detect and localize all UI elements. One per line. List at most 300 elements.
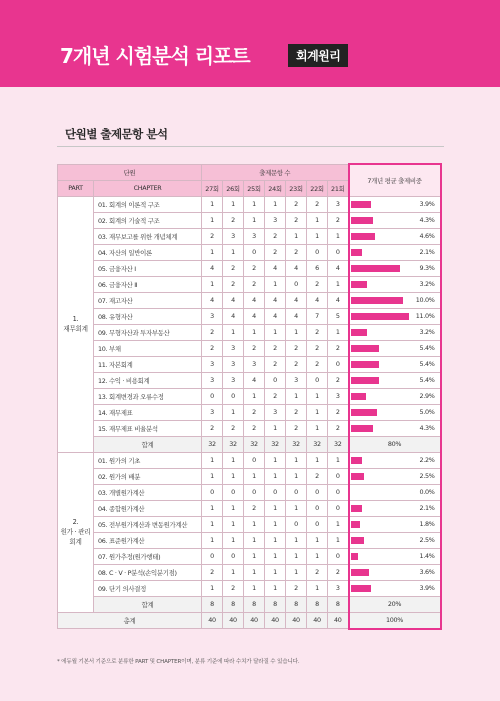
count-cell: 0 [286, 276, 307, 292]
count-cell: 0 [307, 484, 328, 500]
count-cell: 2 [244, 276, 265, 292]
count-cell: 1 [202, 196, 223, 212]
count-cell: 3 [223, 228, 244, 244]
count-cell: 2 [265, 340, 286, 356]
count-cell: 2 [328, 372, 349, 388]
count-cell: 1 [328, 324, 349, 340]
chapter-cell: 03. 개별원가계산 [94, 484, 202, 500]
count-cell: 3 [223, 356, 244, 372]
share-bar [351, 537, 364, 544]
table-row [58, 468, 441, 484]
count-cell: 1 [307, 388, 328, 404]
count-cell: 4 [265, 260, 286, 276]
subtotal-percent: 20% [349, 596, 441, 612]
count-cell: 2 [286, 196, 307, 212]
total-count: 40 [328, 612, 349, 629]
count-cell: 1 [202, 532, 223, 548]
subtotal-label: 합계 [94, 596, 202, 612]
share-bar [351, 505, 362, 512]
subtotal-percent: 80% [349, 436, 441, 452]
chapter-analysis-table [57, 163, 442, 630]
count-cell: 0 [202, 548, 223, 564]
share-percent: 3.2% [419, 327, 435, 336]
table-row [58, 420, 441, 436]
table-row [58, 404, 441, 420]
share-percent: 2.5% [419, 535, 435, 544]
part-header: PART [58, 180, 94, 196]
table-row [58, 324, 441, 340]
count-cell: 2 [244, 340, 265, 356]
table-row [58, 500, 441, 516]
count-cell: 4 [286, 292, 307, 308]
count-cell: 1 [202, 452, 223, 468]
total-count: 40 [286, 612, 307, 629]
count-cell: 2 [244, 500, 265, 516]
count-cell: 3 [202, 404, 223, 420]
share-bar [351, 361, 379, 368]
count-cell: 2 [328, 564, 349, 580]
round-header: 23회 [286, 180, 307, 196]
share-bar [351, 585, 372, 592]
chapter-cell: 01. 원가의 기초 [94, 452, 202, 468]
average-header: 7개년 평균 출제비중 [349, 164, 441, 196]
total-label: 총계 [58, 612, 202, 629]
table-row [58, 372, 441, 388]
count-cell: 3 [265, 404, 286, 420]
count-cell: 3 [244, 356, 265, 372]
count-cell: 2 [286, 404, 307, 420]
count-cell: 0 [244, 452, 265, 468]
count-cell: 1 [223, 468, 244, 484]
count-cell: 0 [307, 500, 328, 516]
subtotal-count: 8 [244, 596, 265, 612]
count-cell: 2 [286, 244, 307, 260]
count-cell: 1 [265, 500, 286, 516]
share-bar [351, 521, 360, 528]
count-cell: 2 [244, 420, 265, 436]
share-percent: 3.6% [419, 567, 435, 576]
table-row [58, 564, 441, 580]
count-cell: 2 [307, 324, 328, 340]
table-row [58, 276, 441, 292]
count-cell: 1 [244, 516, 265, 532]
average-cell [349, 212, 441, 228]
count-cell: 3 [202, 356, 223, 372]
average-cell [349, 516, 441, 532]
count-cell: 1 [307, 580, 328, 596]
chapter-cell: 13. 회계변경과 오류수정 [94, 388, 202, 404]
count-cell: 4 [307, 292, 328, 308]
count-cell: 4 [286, 308, 307, 324]
share-percent: 4.6% [419, 231, 435, 240]
chapter-cell: 07. 재고자산 [94, 292, 202, 308]
count-cell: 2 [223, 212, 244, 228]
average-cell [349, 260, 441, 276]
footnote: * 에듀윌 기본서 기준으로 분류한 PART 및 CHAPTER이며, 분류 기준에 따라 수치가 달라질 수 있습니다. [57, 659, 300, 665]
share-percent: 4.3% [419, 423, 435, 432]
subtotal-count: 8 [328, 596, 349, 612]
count-cell: 2 [265, 228, 286, 244]
count-cell: 1 [223, 452, 244, 468]
subtotal-count: 8 [286, 596, 307, 612]
count-cell: 1 [265, 564, 286, 580]
average-cell [349, 388, 441, 404]
total-percent: 100% [349, 612, 441, 629]
count-cell: 0 [328, 548, 349, 564]
count-cell: 1 [265, 276, 286, 292]
table-row [58, 292, 441, 308]
count-cell: 1 [244, 196, 265, 212]
part-cell: 2. 원가 · 관리 회계 [58, 452, 94, 612]
count-cell: 4 [202, 292, 223, 308]
count-cell: 1 [328, 228, 349, 244]
count-cell: 1 [328, 452, 349, 468]
share-percent: 2.2% [419, 455, 435, 464]
count-cell: 1 [223, 516, 244, 532]
count-cell: 4 [328, 292, 349, 308]
share-bar [351, 329, 368, 336]
count-cell: 3 [244, 228, 265, 244]
total-count: 40 [244, 612, 265, 629]
count-cell: 0 [307, 516, 328, 532]
average-cell [349, 484, 441, 500]
count-cell: 1 [244, 532, 265, 548]
count-cell: 1 [265, 532, 286, 548]
count-cell: 3 [223, 372, 244, 388]
count-cell: 1 [244, 580, 265, 596]
count-cell: 2 [202, 420, 223, 436]
average-cell [349, 244, 441, 260]
count-cell: 3 [202, 308, 223, 324]
count-cell: 1 [286, 324, 307, 340]
average-cell [349, 292, 441, 308]
count-cell: 1 [265, 452, 286, 468]
table-row [58, 452, 441, 468]
count-cell: 2 [223, 260, 244, 276]
share-percent: 11.0% [415, 311, 435, 320]
count-cell: 1 [286, 468, 307, 484]
count-cell: 1 [286, 388, 307, 404]
chapter-cell: 09. 단기 의사결정 [94, 580, 202, 596]
chapter-cell: 15. 재무제표 비율분석 [94, 420, 202, 436]
count-cell: 1 [202, 212, 223, 228]
count-cell: 0 [328, 356, 349, 372]
count-cell: 1 [202, 276, 223, 292]
subtotal-count: 8 [223, 596, 244, 612]
count-cell: 0 [307, 244, 328, 260]
count-cell: 1 [202, 516, 223, 532]
share-percent: 3.2% [419, 279, 435, 288]
average-cell [349, 308, 441, 324]
average-cell [349, 404, 441, 420]
table-row [58, 580, 441, 596]
count-cell: 1 [265, 196, 286, 212]
table-row [58, 244, 441, 260]
share-bar [351, 345, 379, 352]
count-cell: 5 [328, 308, 349, 324]
count-cell: 1 [244, 388, 265, 404]
average-cell [349, 420, 441, 436]
count-cell: 2 [286, 356, 307, 372]
count-cell: 1 [202, 500, 223, 516]
subtotal-count: 32 [265, 436, 286, 452]
report-title: 7개년 시험분석 리포트 [60, 44, 250, 68]
count-cell: 1 [265, 516, 286, 532]
subtotal-count: 32 [244, 436, 265, 452]
chapter-cell: 07. 원가추정(원가행태) [94, 548, 202, 564]
count-cell: 1 [244, 324, 265, 340]
share-bar [351, 425, 374, 432]
count-cell: 2 [202, 564, 223, 580]
chapter-cell: 06. 표준원가계산 [94, 532, 202, 548]
share-bar [351, 473, 364, 480]
count-cell: 4 [244, 308, 265, 324]
chapter-cell: 10. 부채 [94, 340, 202, 356]
chapter-cell: 05. 전부원가계산과 변동원가계산 [94, 516, 202, 532]
chapter-cell: 01. 회계의 이론적 구조 [94, 196, 202, 212]
share-percent: 1.8% [419, 519, 435, 528]
subtotal-row [58, 436, 441, 452]
chapter-cell: 04. 종합원가계산 [94, 500, 202, 516]
count-cell: 0 [265, 484, 286, 500]
count-cell: 2 [328, 212, 349, 228]
share-percent: 3.9% [419, 583, 435, 592]
count-cell: 2 [307, 340, 328, 356]
table-row [58, 340, 441, 356]
count-cell: 3 [328, 196, 349, 212]
count-cell: 1 [202, 468, 223, 484]
table-row [58, 212, 441, 228]
round-header: 22회 [307, 180, 328, 196]
count-header: 출제문항 수 [202, 164, 349, 180]
count-cell: 2 [307, 276, 328, 292]
count-cell: 4 [328, 260, 349, 276]
chapter-cell: 02. 회계의 기술적 구조 [94, 212, 202, 228]
share-percent: 5.4% [419, 343, 435, 352]
count-cell: 1 [265, 324, 286, 340]
count-cell: 0 [265, 372, 286, 388]
count-cell: 1 [307, 532, 328, 548]
share-percent: 3.9% [419, 199, 435, 208]
average-cell [349, 452, 441, 468]
subtotal-count: 8 [202, 596, 223, 612]
count-cell: 3 [202, 372, 223, 388]
subtotal-count: 32 [223, 436, 244, 452]
count-cell: 3 [265, 212, 286, 228]
total-count: 40 [202, 612, 223, 629]
count-cell: 1 [244, 548, 265, 564]
round-header: 21회 [328, 180, 349, 196]
share-bar [351, 457, 363, 464]
count-cell: 1 [223, 196, 244, 212]
count-cell: 1 [328, 532, 349, 548]
count-cell: 0 [328, 244, 349, 260]
share-percent: 2.9% [419, 391, 435, 400]
share-bar [351, 233, 375, 240]
average-cell [349, 468, 441, 484]
count-cell: 1 [286, 548, 307, 564]
count-cell: 0 [244, 244, 265, 260]
count-cell: 4 [265, 308, 286, 324]
table-row [58, 388, 441, 404]
count-cell: 1 [202, 244, 223, 260]
count-cell: 0 [202, 484, 223, 500]
subtotal-label: 합계 [94, 436, 202, 452]
count-cell: 2 [265, 244, 286, 260]
count-cell: 1 [286, 228, 307, 244]
share-percent: 5.4% [419, 359, 435, 368]
chapter-header: CHAPTER [94, 180, 202, 196]
count-cell: 1 [328, 276, 349, 292]
section-heading [57, 122, 444, 147]
count-cell: 1 [286, 500, 307, 516]
count-cell: 6 [307, 260, 328, 276]
round-header: 25회 [244, 180, 265, 196]
count-cell: 2 [328, 340, 349, 356]
count-cell: 1 [223, 532, 244, 548]
count-cell: 1 [307, 404, 328, 420]
average-cell [349, 340, 441, 356]
count-cell: 2 [286, 212, 307, 228]
count-cell: 2 [307, 564, 328, 580]
count-cell: 0 [286, 516, 307, 532]
share-percent: 5.0% [419, 407, 435, 416]
count-cell: 1 [265, 420, 286, 436]
table-row [58, 484, 441, 500]
chapter-cell: 12. 수익 · 비용회계 [94, 372, 202, 388]
count-cell: 1 [307, 420, 328, 436]
table-row [58, 516, 441, 532]
count-cell: 2 [307, 196, 328, 212]
count-cell: 1 [244, 468, 265, 484]
count-cell: 1 [286, 532, 307, 548]
subtotal-count: 32 [286, 436, 307, 452]
report-header [0, 0, 500, 87]
table-row [58, 260, 441, 276]
count-cell: 1 [223, 564, 244, 580]
subtotal-count: 32 [202, 436, 223, 452]
share-percent: 1.4% [419, 551, 435, 560]
count-cell: 3 [286, 372, 307, 388]
count-cell: 1 [265, 468, 286, 484]
chapter-cell: 02. 원가의 배분 [94, 468, 202, 484]
subtotal-count: 32 [307, 436, 328, 452]
count-cell: 2 [223, 420, 244, 436]
round-header: 26회 [223, 180, 244, 196]
count-cell: 1 [307, 212, 328, 228]
count-cell: 7 [307, 308, 328, 324]
part-cell: 1. 재무회계 [58, 196, 94, 452]
share-bar [351, 217, 374, 224]
count-cell: 4 [265, 292, 286, 308]
count-cell: 2 [286, 340, 307, 356]
share-bar [351, 569, 370, 576]
count-cell: 2 [223, 580, 244, 596]
share-bar [351, 313, 409, 320]
count-cell: 2 [286, 420, 307, 436]
count-cell: 1 [328, 516, 349, 532]
round-header: 24회 [265, 180, 286, 196]
count-cell: 2 [307, 468, 328, 484]
share-percent: 5.4% [419, 375, 435, 384]
share-percent: 0.0% [419, 487, 435, 496]
table-row [58, 228, 441, 244]
total-count: 40 [223, 612, 244, 629]
share-bar [351, 249, 362, 256]
average-cell [349, 532, 441, 548]
subject-badge: 회계원리 [288, 44, 348, 67]
average-cell [349, 564, 441, 580]
chapter-cell: 04. 자산의 일반이론 [94, 244, 202, 260]
chapter-cell: 06. 금융자산 Ⅱ [94, 276, 202, 292]
count-cell: 2 [244, 404, 265, 420]
section-title: 단원별 출제문항 분석 [65, 127, 168, 141]
total-count: 40 [307, 612, 328, 629]
average-cell [349, 500, 441, 516]
average-cell [349, 196, 441, 212]
table-row [58, 532, 441, 548]
subtotal-count: 8 [307, 596, 328, 612]
share-percent: 4.3% [419, 215, 435, 224]
round-header: 27회 [202, 180, 223, 196]
count-cell: 1 [223, 324, 244, 340]
count-cell: 0 [223, 548, 244, 564]
share-bar [351, 201, 372, 208]
average-cell [349, 580, 441, 596]
count-cell: 1 [244, 212, 265, 228]
count-cell: 1 [265, 580, 286, 596]
count-cell: 4 [202, 260, 223, 276]
share-bar [351, 393, 366, 400]
count-cell: 2 [286, 580, 307, 596]
average-cell [349, 548, 441, 564]
table-row [58, 196, 441, 212]
share-bar [351, 553, 358, 560]
count-cell: 2 [265, 356, 286, 372]
count-cell: 1 [286, 564, 307, 580]
share-bar [351, 281, 368, 288]
share-percent: 2.5% [419, 471, 435, 480]
subtotal-count: 32 [328, 436, 349, 452]
count-cell: 2 [307, 356, 328, 372]
count-cell: 2 [202, 228, 223, 244]
count-cell: 0 [286, 484, 307, 500]
table-row [58, 356, 441, 372]
share-bar [351, 377, 379, 384]
subtotal-row [58, 596, 441, 612]
count-cell: 0 [202, 388, 223, 404]
count-cell: 0 [307, 372, 328, 388]
count-cell: 4 [244, 292, 265, 308]
share-bar [351, 265, 400, 272]
count-cell: 2 [244, 260, 265, 276]
average-cell [349, 276, 441, 292]
subtotal-count: 8 [265, 596, 286, 612]
average-cell [349, 324, 441, 340]
chapter-cell: 05. 금융자산 Ⅰ [94, 260, 202, 276]
chapter-cell: 08. C · V · P분석(손익분기점) [94, 564, 202, 580]
count-cell: 3 [223, 340, 244, 356]
count-cell: 2 [202, 324, 223, 340]
count-cell: 1 [223, 244, 244, 260]
count-cell: 2 [202, 340, 223, 356]
count-cell: 2 [328, 404, 349, 420]
average-cell [349, 372, 441, 388]
share-percent: 2.1% [419, 503, 435, 512]
count-cell: 4 [244, 372, 265, 388]
count-cell: 1 [223, 500, 244, 516]
count-cell: 1 [244, 564, 265, 580]
